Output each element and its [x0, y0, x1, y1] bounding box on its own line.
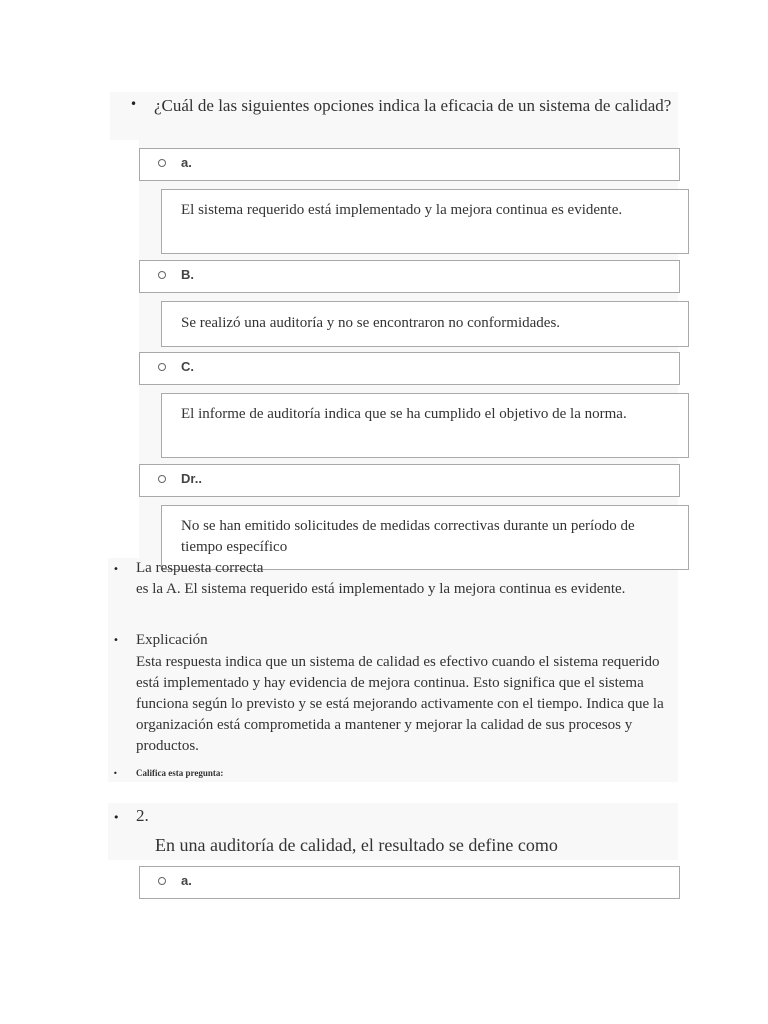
bullet-icon: •: [113, 811, 120, 824]
question2-option-a[interactable]: [139, 866, 680, 899]
rate-question-label: Califica esta pregunta:: [136, 768, 224, 778]
question2-number: 2.: [136, 806, 149, 825]
bullet-icon: •: [113, 635, 119, 646]
option-c[interactable]: [139, 352, 680, 385]
radio-circle-icon[interactable]: [158, 877, 166, 885]
answer-text: Se realizó una auditoría y no se encontraron no conformidades.: [181, 315, 561, 331]
bullet-icon: •: [130, 97, 138, 111]
option-a[interactable]: [139, 148, 680, 181]
correct-answer-label: La respuesta correcta: [136, 560, 264, 576]
option-c-answer: [161, 393, 689, 458]
radio-circle-icon[interactable]: [158, 271, 166, 279]
answer-text: El informe de auditoría indica que se ha cumplido el objetivo de la norma.: [181, 406, 627, 422]
radio-circle-icon[interactable]: [158, 159, 166, 167]
explanation-label: Explicación: [136, 632, 208, 648]
option-b[interactable]: [139, 260, 680, 293]
radio-circle-icon[interactable]: [158, 363, 166, 371]
answer-text: El sistema requerido está implementado y la mejora continua es evidente.: [181, 202, 623, 218]
option-letter: Dr..: [181, 471, 202, 486]
question2-text: En una auditoría de calidad, el resultado se define como: [155, 835, 558, 855]
option-letter: C.: [181, 359, 194, 374]
explanation-text: Esta respuesta indica que un sistema de calidad es efectivo cuando el sistema requerido está implementado y hay evidencia de mejora continua. Esto significa que el sistema funciona según lo previsto y se está mejorando activamente con el tiempo. Indica que la organización está comprometida a mantener y mejorar la calidad de sus procesos y productos.: [136, 654, 664, 754]
option-b-answer: [161, 301, 689, 347]
option-d[interactable]: [139, 464, 680, 497]
answer-text: No se han emitido solicitudes de medidas correctivas durante un período de tiempo específico: [181, 518, 635, 555]
bullet-icon: •: [113, 769, 118, 778]
option-letter: a.: [181, 155, 192, 170]
option-a-answer: [161, 189, 689, 254]
radio-circle-icon[interactable]: [158, 475, 166, 483]
option-letter: B.: [181, 267, 194, 282]
correct-answer-text: es la A. El sistema requerido está implementado y la mejora continua es evidente.: [136, 581, 626, 597]
question1-text: ¿Cuál de las siguientes opciones indica la eficacia de un sistema de calidad?: [154, 96, 672, 115]
option-letter: a.: [181, 873, 192, 888]
bullet-icon: •: [113, 564, 119, 575]
